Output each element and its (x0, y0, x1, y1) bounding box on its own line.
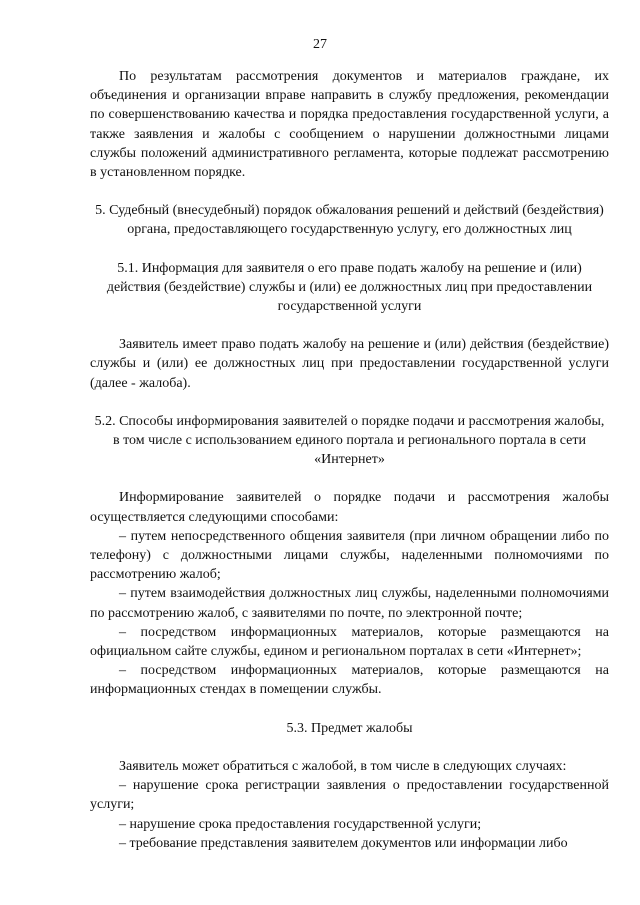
section-5-1-paragraph: Заявитель имеет право подать жалобу на решение и (или) действия (бездействие) службы и (или) ее должностных лиц при предоставлении государственной услуги (далее - жалоба). (90, 337, 609, 391)
section-5-2-item: – посредством информационных материалов, которые размещаются на информационных стендах в помещении службы. (90, 663, 609, 698)
section-5-3-item: – нарушение срока предоставления государственной услуги; (119, 816, 482, 832)
section-5-3-item: – нарушение срока регистрации заявления о предоставлении государственной услуги; (90, 778, 609, 813)
page-content (90, 67, 609, 853)
section-5-2-item: – путем взаимодействия должностных лиц службы, наделенными полномочиями по рассмотрению жалоб, с заявителями по почте, по электронной почте; (90, 586, 609, 621)
section-5-heading: 5. Судебный (внесудебный) порядок обжалования решений и действий (бездействия) органа, предоставляющего государственную услугу, его должностных лиц (95, 203, 604, 238)
spacer (90, 738, 609, 757)
spacer (90, 469, 609, 488)
section-5-2-heading: 5.2. Способы информирования заявителей о порядке подачи и рассмотрения жалобы, в том числе с использованием единого портала и регионального портала в сети «Интернет» (94, 413, 605, 468)
spacer (90, 240, 609, 259)
section-5-3-lead: Заявитель может обратиться с жалобой, в том числе в следующих случаях: (119, 758, 567, 774)
section-5-1-heading: 5.1. Информация для заявителя о его праве подать жалобу на решение и (или) действия (бездействие) службы и (или) ее должностных лиц при предоставлении государственной услуги (106, 260, 593, 315)
intro-paragraph: По результатам рассмотрения документов и материалов граждане, их объединения и организации вправе направить в службу предложения, рекомендации по совершенствованию качества и порядка предоставления государственной услуги, а также заявления и жалобы с сообщением о нарушении должностными лицами службы положений административного регламента, которые подлежат рассмотрению в установленном порядке. (90, 69, 609, 181)
page-number: 27 (313, 37, 327, 52)
section-5-2-lead: Информирование заявителей о порядке подачи и рассмотрения жалобы осуществляется следующими способами: (90, 490, 609, 525)
section-5-3-heading: 5.3. Предмет жалобы (286, 720, 413, 736)
section-5-2-item: – путем непосредственного общения заявителя (при личном обращении либо по телефону) с должностными лицами службы, наделенными полномочиями по рассмотрению жалоб; (90, 528, 609, 583)
section-5-2-item: – посредством информационных материалов, которые размещаются на официальном сайте службы, едином и региональном порталах в сети «Интернет»; (90, 624, 609, 660)
spacer (90, 700, 609, 719)
spacer (90, 182, 609, 201)
spacer (90, 316, 609, 335)
spacer (90, 393, 609, 412)
section-5-3-item: – требование представления заявителем документов или информации либо (119, 835, 568, 851)
